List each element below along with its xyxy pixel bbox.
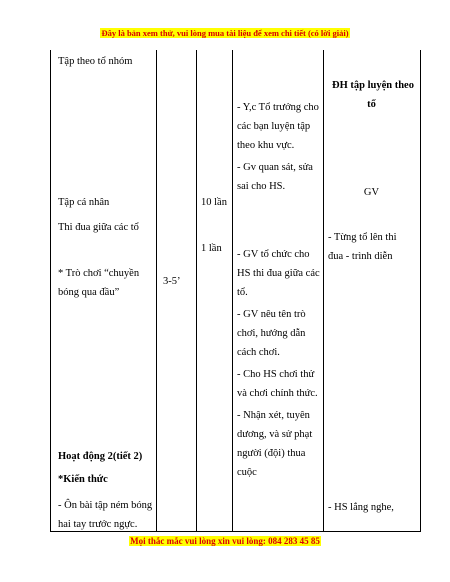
contact-banner-text: Mọi thắc mắc vui lòng xin vui lòng: 084 283 45 85 xyxy=(130,536,320,546)
organization-text: đua - trình diễn xyxy=(328,251,393,262)
organization-text: - Từng tổ lên thi xyxy=(328,232,397,243)
method-text: HS thi đua giữa các xyxy=(237,268,320,279)
method-text: chơi, hướng dẫn xyxy=(237,328,306,339)
activity-text: Thi đua giữa các tổ xyxy=(58,222,139,233)
method-text: - GV nêu tên trò xyxy=(237,309,306,320)
method-text: sai cho HS. xyxy=(237,181,286,192)
organization-text: - HS lắng nghe, xyxy=(328,502,394,513)
preview-banner-text: Đây là bản xem thử, vui lòng mua tài liệu để xem chi tiết (có lời giải) xyxy=(101,28,349,38)
method-text: tổ. xyxy=(237,287,248,298)
lesson-table xyxy=(50,50,421,532)
method-text: - GV tổ chức cho xyxy=(237,249,310,260)
method-text: - Cho HS chơi thử xyxy=(237,369,315,380)
method-text: theo khu vực. xyxy=(237,140,295,151)
time-text: 3-5’ xyxy=(163,276,181,287)
activity-text: hai tay trước ngực. xyxy=(58,519,138,530)
method-text: dương, và sử phạt xyxy=(237,429,313,440)
method-text: cuộc xyxy=(237,467,257,478)
activity-text: Tập theo tổ nhóm xyxy=(58,56,133,67)
method-text: cách chơi. xyxy=(237,347,280,358)
method-text: các bạn luyện tập xyxy=(237,121,311,132)
column-divider xyxy=(232,50,233,531)
count-text: 10 lần xyxy=(201,197,227,208)
activity-text: - Ôn bài tập ném bóng xyxy=(58,500,153,511)
method-text: - Gv quan sát, sửa xyxy=(237,162,313,173)
method-text: - Y,c Tổ trưởng cho xyxy=(237,102,319,113)
preview-banner xyxy=(0,28,450,38)
count-text: 1 lần xyxy=(201,243,222,254)
column-divider xyxy=(196,50,197,531)
method-text: và chơi chính thức. xyxy=(237,388,318,399)
method-text: - Nhận xét, tuyên xyxy=(237,410,310,421)
activity-text: bóng qua đầu” xyxy=(58,287,120,298)
method-text: người (đội) thua xyxy=(237,448,306,459)
organization-heading: tổ xyxy=(367,99,376,110)
activity-heading: Hoạt động 2(tiết 2) xyxy=(58,451,143,462)
activity-text: Tập cá nhân xyxy=(58,197,110,208)
column-divider xyxy=(323,50,324,531)
activity-heading: *Kiến thức xyxy=(58,474,108,485)
organization-heading: ĐH tập luyện theo xyxy=(332,80,414,91)
column-divider xyxy=(156,50,157,531)
organization-text: GV xyxy=(363,187,380,198)
contact-banner xyxy=(0,536,450,546)
activity-text: * Trò chơi “chuyền xyxy=(58,268,140,279)
